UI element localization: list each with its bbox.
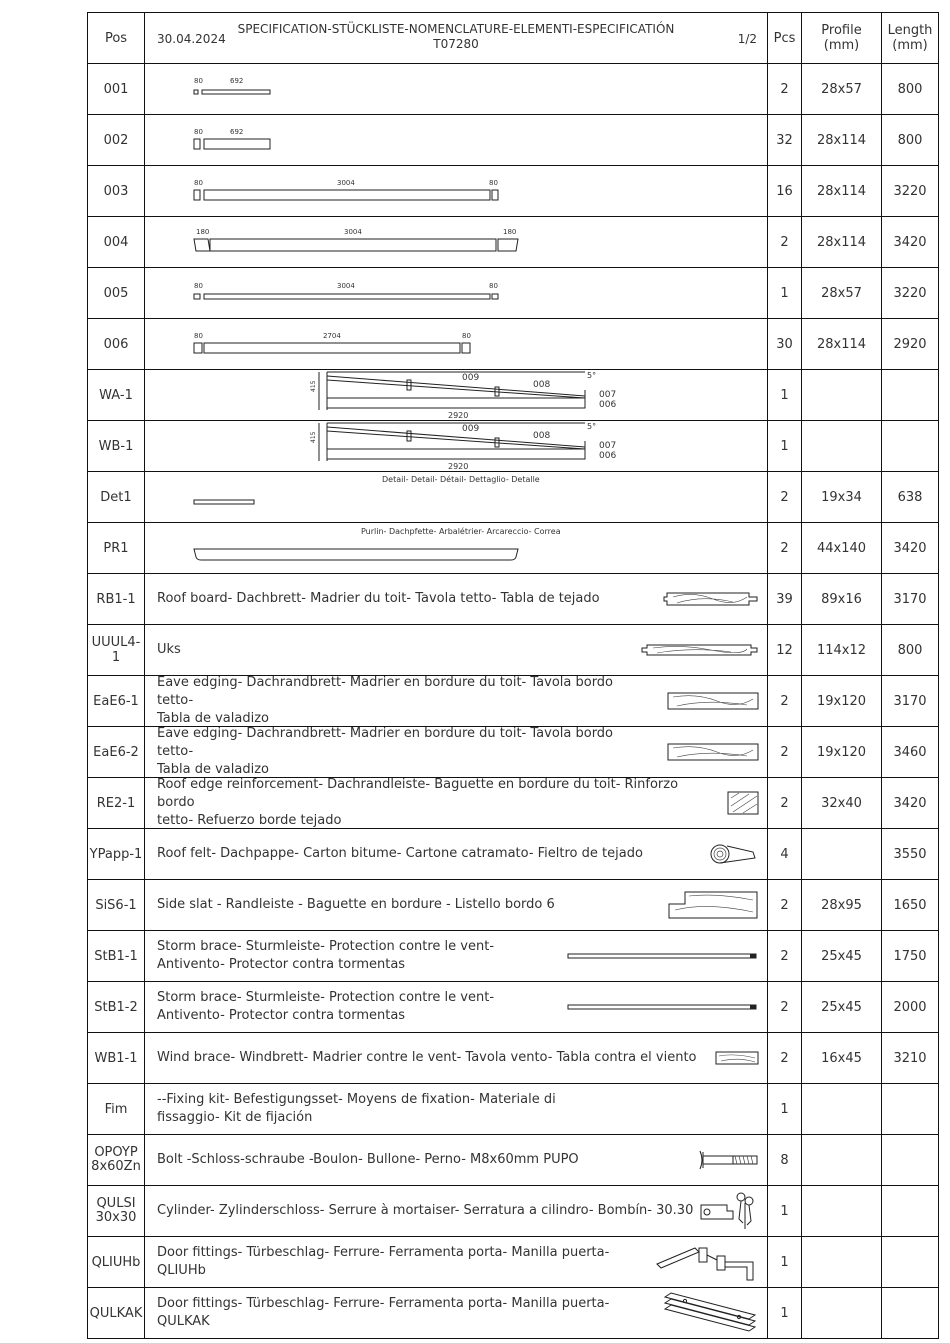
- pos-cell: WA-1: [88, 370, 145, 421]
- svg-text:008: 008: [533, 431, 551, 441]
- pos-cell: EaE6-2: [88, 727, 145, 778]
- pcs-cell: 1: [768, 1237, 802, 1288]
- pcs-cell: 2: [768, 727, 802, 778]
- table-row: [88, 166, 939, 217]
- description-text: --Fixing kit- Befestigungsset- Moyens de fixation- Materiale di fissaggio- Kit de fijación: [157, 1092, 556, 1125]
- header-pos: Pos: [88, 13, 145, 64]
- pcs-cell: 1: [768, 370, 802, 421]
- profile-cell: 19x120: [802, 676, 882, 727]
- description-cell: [145, 625, 768, 676]
- pos-cell: WB-1: [88, 421, 145, 472]
- table-row: [88, 319, 939, 370]
- description-text: Roof edge reinforcement- Dachrandleiste- Baguette en bordure du toit- Rinforzo bordo tetto- Refuerzo borde tejado: [157, 777, 679, 828]
- assembly-drawing: [145, 370, 767, 420]
- description-text: Roof felt- Dachpappe- Carton bitume- Cartone catramato- Fieltro de tejado: [157, 846, 643, 861]
- description-text: Wind brace- Windbrett- Madrier contre le vent- Tavola vento- Tabla contra el viento: [157, 1050, 697, 1065]
- svg-text:180: 180: [503, 228, 517, 236]
- pos-cell: OPOYP 8x60Zn: [88, 1135, 145, 1186]
- profile-cell: 25x45: [802, 931, 882, 982]
- svg-text:80: 80: [194, 332, 203, 340]
- length-cell: [882, 421, 939, 472]
- length-cell: [882, 1237, 939, 1288]
- svg-text:5°: 5°: [587, 422, 597, 431]
- description-cell: [145, 778, 768, 829]
- assembly-drawing: [145, 421, 767, 471]
- svg-text:5°: 5°: [587, 371, 597, 380]
- detail-caption: Detail- Detail- Détail- Dettaglio- Detalle: [382, 475, 540, 484]
- svg-text:80: 80: [489, 282, 498, 290]
- pos-cell: QULSI 30x30: [88, 1186, 145, 1237]
- board-profile-icon: [667, 742, 759, 762]
- profile-cell: 19x120: [802, 727, 882, 778]
- description-cell: [145, 1135, 768, 1186]
- svg-text:80: 80: [462, 332, 471, 340]
- svg-text:009: 009: [462, 424, 480, 434]
- pcs-cell: 1: [768, 1186, 802, 1237]
- drawing-cell: [145, 115, 768, 166]
- description-cell: [145, 1237, 768, 1288]
- pcs-cell: 2: [768, 523, 802, 574]
- svg-text:415: 415: [310, 431, 317, 443]
- svg-text:3004: 3004: [337, 282, 355, 290]
- part-drawing: [145, 217, 767, 267]
- svg-text:692: 692: [230, 77, 244, 85]
- length-cell: 3220: [882, 268, 939, 319]
- profile-cell: 28x114: [802, 166, 882, 217]
- felt-roll-icon: [707, 842, 759, 866]
- description-text: Uks: [157, 642, 181, 657]
- table-row: [88, 778, 939, 829]
- profile-cell: 28x114: [802, 217, 882, 268]
- pos-cell: WB1-1: [88, 1033, 145, 1084]
- description-cell: [145, 574, 768, 625]
- svg-text:006: 006: [599, 400, 617, 410]
- pos-cell: 001: [88, 64, 145, 115]
- pcs-cell: 2: [768, 217, 802, 268]
- header-title-cell: [145, 13, 768, 64]
- board-profile-icon: [567, 952, 759, 960]
- length-cell: [882, 370, 939, 421]
- pcs-cell: 2: [768, 472, 802, 523]
- profile-cell: 32x40: [802, 778, 882, 829]
- length-cell: 3420: [882, 523, 939, 574]
- pcs-cell: 4: [768, 829, 802, 880]
- door-plate-icon: [661, 1291, 759, 1335]
- svg-text:2920: 2920: [448, 411, 469, 420]
- board-profile-icon: [667, 890, 759, 920]
- drawing-cell: [145, 166, 768, 217]
- profile-cell: 28x114: [802, 115, 882, 166]
- length-cell: 2920: [882, 319, 939, 370]
- table-row: [88, 1084, 939, 1135]
- table-row: [88, 574, 939, 625]
- length-cell: [882, 1135, 939, 1186]
- drawing-cell: [145, 523, 768, 574]
- length-cell: [882, 1186, 939, 1237]
- description-text: Cylinder- Zylinderschloss- Serrure à mortaiser- Serratura a cilindro- Bombín- 30.30: [157, 1203, 694, 1218]
- pcs-cell: 2: [768, 676, 802, 727]
- svg-text:009: 009: [462, 373, 480, 383]
- svg-text:80: 80: [194, 77, 203, 85]
- pcs-cell: 2: [768, 880, 802, 931]
- length-cell: 3170: [882, 676, 939, 727]
- drawing-cell: [145, 64, 768, 115]
- table-row: [88, 1288, 939, 1339]
- profile-cell: 28x57: [802, 64, 882, 115]
- header-title: SPECIFICATION-STÜCKLISTE-NOMENCLATURE-ELEMENTI-ESPECIFICATIÓN T07280: [225, 22, 687, 52]
- table-row: [88, 523, 939, 574]
- profile-cell: [802, 1135, 882, 1186]
- description-text: Storm brace- Sturmleiste- Protection contre le vent- Antivento- Protector contra tormentas: [157, 990, 495, 1023]
- length-cell: 800: [882, 625, 939, 676]
- pcs-cell: 1: [768, 421, 802, 472]
- table-row: [88, 472, 939, 523]
- length-cell: 3210: [882, 1033, 939, 1084]
- drawing-cell: [145, 472, 768, 523]
- description-cell: [145, 880, 768, 931]
- pos-cell: YPapp-1: [88, 829, 145, 880]
- description-text: Side slat - Randleiste - Baguette en bordure - Listello bordo 6: [157, 897, 555, 912]
- length-cell: 3420: [882, 778, 939, 829]
- pcs-cell: 1: [768, 268, 802, 319]
- pos-cell: 003: [88, 166, 145, 217]
- pcs-cell: 2: [768, 64, 802, 115]
- profile-cell: [802, 370, 882, 421]
- pcs-cell: 16: [768, 166, 802, 217]
- specification-table: [87, 12, 939, 1339]
- part-drawing: [145, 268, 767, 318]
- header-date: 30.04.2024: [157, 32, 226, 46]
- part-drawing: [145, 166, 767, 216]
- drawing-cell: [145, 217, 768, 268]
- pos-cell: StB1-1: [88, 931, 145, 982]
- pcs-cell: 12: [768, 625, 802, 676]
- board-profile-icon: [641, 642, 759, 658]
- board-profile-icon: [567, 1003, 759, 1011]
- profile-cell: 28x95: [802, 880, 882, 931]
- svg-text:3004: 3004: [344, 228, 362, 236]
- length-cell: 800: [882, 64, 939, 115]
- table-row: [88, 1135, 939, 1186]
- svg-text:008: 008: [533, 380, 551, 390]
- svg-text:80: 80: [489, 179, 498, 187]
- table-row: [88, 931, 939, 982]
- part-drawing: [145, 64, 767, 114]
- table-row: [88, 115, 939, 166]
- description-text: Door fittings- Türbeschlag- Ferrure- Ferramenta porta- Manilla puerta- QULKAK: [157, 1296, 610, 1329]
- part-drawing: [145, 115, 767, 165]
- header-profile: Profile (mm): [802, 13, 882, 64]
- svg-text:007: 007: [599, 390, 617, 400]
- pos-cell: Fim: [88, 1084, 145, 1135]
- pos-cell: EaE6-1: [88, 676, 145, 727]
- pcs-cell: 8: [768, 1135, 802, 1186]
- description-cell: [145, 829, 768, 880]
- table-row: [88, 421, 939, 472]
- svg-text:692: 692: [230, 128, 244, 136]
- pcs-cell: 1: [768, 1288, 802, 1339]
- description-text: Storm brace- Sturmleiste- Protection contre le vent- Antivento- Protector contra tormentas: [157, 939, 495, 972]
- svg-text:2704: 2704: [323, 332, 341, 340]
- pos-cell: 004: [88, 217, 145, 268]
- table-row: [88, 982, 939, 1033]
- svg-text:80: 80: [194, 128, 203, 136]
- length-cell: 2000: [882, 982, 939, 1033]
- length-cell: 800: [882, 115, 939, 166]
- profile-cell: [802, 1084, 882, 1135]
- length-cell: 3170: [882, 574, 939, 625]
- pos-cell: 006: [88, 319, 145, 370]
- pos-cell: QLIUHb: [88, 1237, 145, 1288]
- board-profile-icon: [715, 1050, 759, 1066]
- table-row: [88, 676, 939, 727]
- part-drawing: [145, 523, 767, 573]
- svg-text:006: 006: [599, 451, 617, 461]
- pos-cell: UUUL4-1: [88, 625, 145, 676]
- pcs-cell: 39: [768, 574, 802, 625]
- svg-text:80: 80: [194, 179, 203, 187]
- pos-cell: 002: [88, 115, 145, 166]
- profile-cell: 114x12: [802, 625, 882, 676]
- table-row: [88, 880, 939, 931]
- drawing-cell: [145, 268, 768, 319]
- pcs-cell: 1: [768, 1084, 802, 1135]
- svg-text:2920: 2920: [448, 462, 469, 471]
- description-text: Bolt -Schloss-schraube -Boulon- Bullone- Perno- M8x60mm PUPO: [157, 1152, 579, 1167]
- length-cell: [882, 1288, 939, 1339]
- profile-cell: 19x34: [802, 472, 882, 523]
- table-row: [88, 829, 939, 880]
- pcs-cell: 2: [768, 778, 802, 829]
- length-cell: 3420: [882, 217, 939, 268]
- description-cell: [145, 931, 768, 982]
- description-cell: [145, 1288, 768, 1339]
- table-row: [88, 64, 939, 115]
- pcs-cell: 2: [768, 982, 802, 1033]
- pos-cell: StB1-2: [88, 982, 145, 1033]
- drawing-cell: [145, 319, 768, 370]
- length-cell: 1650: [882, 880, 939, 931]
- table-row: [88, 625, 939, 676]
- table-row: [88, 1186, 939, 1237]
- profile-cell: 25x45: [802, 982, 882, 1033]
- table-row: [88, 268, 939, 319]
- length-cell: 638: [882, 472, 939, 523]
- profile-cell: 89x16: [802, 574, 882, 625]
- description-cell: [145, 1033, 768, 1084]
- svg-text:3004: 3004: [337, 179, 355, 187]
- length-cell: 3460: [882, 727, 939, 778]
- description-text: Eave edging- Dachrandbrett- Madrier en bordure du toit- Tavola bordo tetto- Tabla de valadizo: [157, 726, 614, 777]
- profile-cell: [802, 1186, 882, 1237]
- table-row: [88, 1237, 939, 1288]
- profile-cell: [802, 829, 882, 880]
- svg-text:80: 80: [194, 282, 203, 290]
- table-row: [88, 1033, 939, 1084]
- description-cell: [145, 727, 768, 778]
- length-cell: 1750: [882, 931, 939, 982]
- board-profile-icon: [663, 589, 759, 609]
- table-header-row: [88, 13, 939, 64]
- bolt-icon: [697, 1149, 759, 1171]
- profile-cell: [802, 421, 882, 472]
- pos-cell: PR1: [88, 523, 145, 574]
- profile-cell: [802, 1288, 882, 1339]
- description-text: Door fittings- Türbeschlag- Ferrure- Ferramenta porta- Manilla puerta- QLIUHb: [157, 1245, 610, 1278]
- profile-cell: 16x45: [802, 1033, 882, 1084]
- table-row: [88, 370, 939, 421]
- pos-cell: Det1: [88, 472, 145, 523]
- board-profile-icon: [667, 691, 759, 711]
- profile-cell: 28x57: [802, 268, 882, 319]
- pcs-cell: 32: [768, 115, 802, 166]
- length-cell: 3220: [882, 166, 939, 217]
- table-row: [88, 727, 939, 778]
- pcs-cell: 30: [768, 319, 802, 370]
- pcs-cell: 2: [768, 931, 802, 982]
- description-cell: [145, 1084, 768, 1135]
- pos-cell: RB1-1: [88, 574, 145, 625]
- length-cell: [882, 1084, 939, 1135]
- drawing-cell: [145, 370, 768, 421]
- header-order-number: T07280: [433, 37, 479, 51]
- header-length: Length (mm): [882, 13, 939, 64]
- description-cell: [145, 676, 768, 727]
- profile-cell: [802, 1237, 882, 1288]
- description-cell: [145, 1186, 768, 1237]
- specification-sheet: [87, 12, 938, 1332]
- pcs-cell: 2: [768, 1033, 802, 1084]
- length-cell: 3550: [882, 829, 939, 880]
- header-pcs: Pcs: [768, 13, 802, 64]
- cylinder-lock-icon: [697, 1189, 759, 1233]
- description-cell: [145, 982, 768, 1033]
- pos-cell: 005: [88, 268, 145, 319]
- purlin-caption: Purlin- Dachpfette- Arbalétrier- Arcareccio- Correa: [361, 527, 561, 536]
- description-text: Roof board- Dachbrett- Madrier du toit- Tavola tetto- Tabla de tejado: [157, 591, 600, 606]
- pos-cell: RE2-1: [88, 778, 145, 829]
- svg-text:007: 007: [599, 441, 617, 451]
- board-profile-icon: [727, 790, 759, 816]
- pos-cell: SiS6-1: [88, 880, 145, 931]
- svg-text:415: 415: [310, 380, 317, 392]
- profile-cell: 44x140: [802, 523, 882, 574]
- table-row: [88, 217, 939, 268]
- pos-cell: QULKAK: [88, 1288, 145, 1339]
- svg-text:180: 180: [196, 228, 210, 236]
- header-page-number: 1/2: [737, 32, 757, 46]
- profile-cell: 28x114: [802, 319, 882, 370]
- description-text: Eave edging- Dachrandbrett- Madrier en bordure du toit- Tavola bordo tetto- Tabla de valadizo: [157, 675, 614, 726]
- door-handle-icon: [655, 1240, 759, 1284]
- part-drawing: [145, 319, 767, 369]
- part-drawing: [145, 472, 767, 522]
- drawing-cell: [145, 421, 768, 472]
